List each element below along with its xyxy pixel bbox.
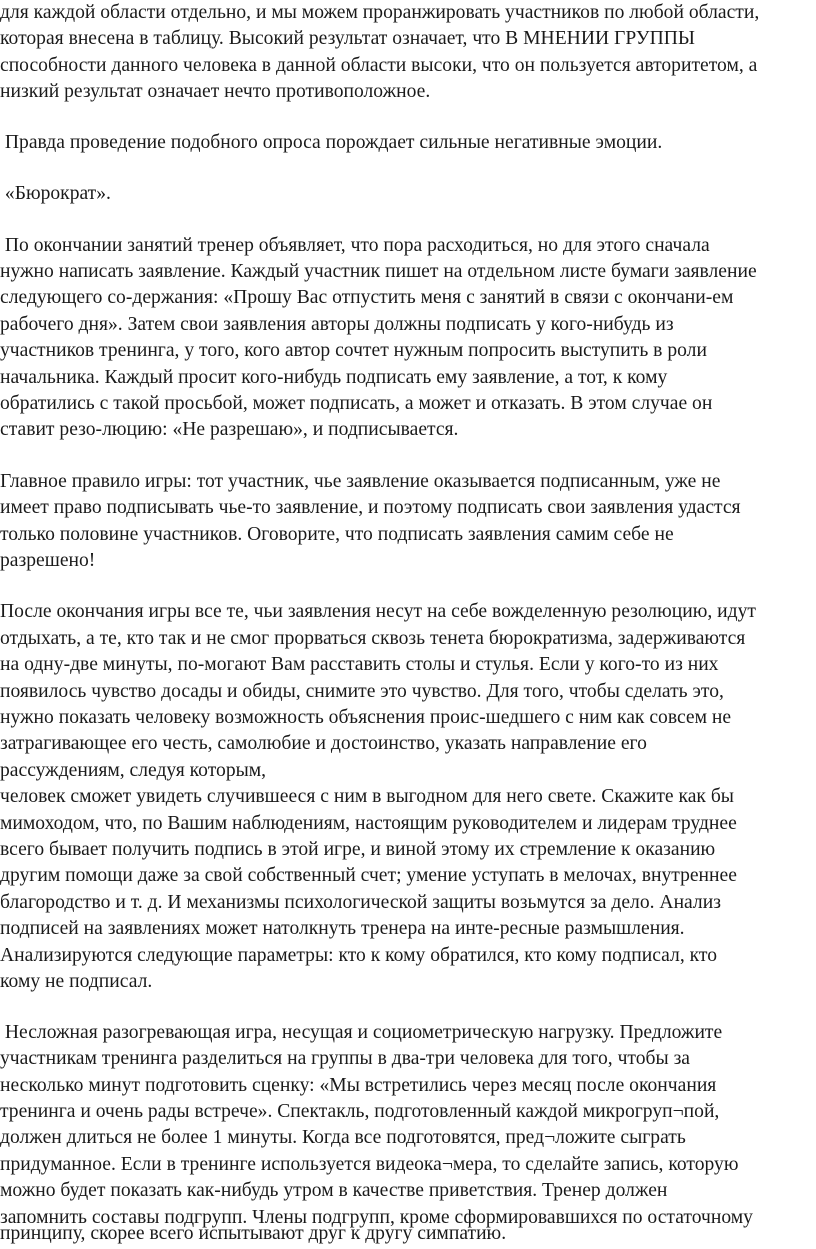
text-line: По окончании занятий тренер объявляет, что пора расходиться, но для этого сначала [0,235,710,256]
text-line: способности данного человека в данной области высоки, что он пользуется авторитетом, а [0,55,758,76]
text-line: рассуждениям, следуя которым, [0,760,267,781]
text-line: только половине участников. Оговорите, что подписать заявления самим себе не [0,524,674,545]
text-line: Главное правило игры: тот участник, чье заявление оказывается подписанным, уже не [0,471,721,492]
text-line: После окончания игры все те, чьи заявления несут на себе вожделенную резолюцию, идут [0,601,756,622]
text-line: ставит резо-люцию: «Не разрешаю», и подписывается. [0,419,459,440]
text-line: благородство и т. д. И механизмы психологической защиты возьмутся за дело. Анализ [0,892,721,913]
text-line: низкий результат означает нечто противоположное. [0,81,431,102]
text-line: принципу, скорее всего испытывают друг к другу симпатию. [0,1223,507,1244]
text-line: появилось чувство досады и обиды, снимите это чувство. Для того, чтобы сделать это, [0,681,724,702]
text-line: придуманное. Если в тренинге используется видеока¬мера, то сделайте запись, которую [0,1154,739,1175]
text-line: отдыхать, а те, кто так и не смог прорваться сквозь тенета бюрократизма, задерживаются [0,628,746,649]
text-line: Несложная разогревающая игра, несущая и социометрическую нагрузку. Предложите [0,1022,723,1043]
text-line: тренинга и очень рады встрече». Спектакль, подготовленный каждой микрогруп¬пой, [0,1101,720,1122]
text-line: всего бывает получить подпись в этой игре, и виной этому их стремление к оказанию [0,839,716,860]
text-line: нужно показать человеку возможность объяснения проис-шедшего с ним как совсем не [0,707,732,728]
text-line: запомнить составы подгрупп. Члены подгрупп, кроме сформировавшихся по остаточному [0,1207,753,1228]
text-line: обратились с такой просьбой, может подписать, а может и отказать. В этом случае он [0,393,713,414]
text-line: несколько минут подготовить сценку: «Мы встретились через месяц после окончания [0,1075,717,1096]
text-line: следующего со-держания: «Прошу Вас отпустить меня с занятий в связи с окончани-ем [0,287,734,308]
text-line: начальника. Каждый просит кого-нибудь подписать ему заявление, а тот, к кому [0,367,668,388]
section-heading: «Бюрократ». [0,183,111,204]
text-line: Правда проведение подобного опроса порождает сильные негативные эмоции. [0,132,663,153]
text-line: можно будет показать как-нибудь утром в качестве приветствия. Тренер должен [0,1180,668,1201]
text-line: должен длиться не более 1 минуты. Когда все подготовятся, пред¬ложите сыграть [0,1127,686,1148]
text-line: подписей на заявлениях может натолкнуть тренера на инте-ресные размышления. [0,918,685,939]
text-line: разрешено! [0,550,96,571]
text-line: на одну-две минуты, по-могают Вам расставить столы и стулья. Если у кого-то из них [0,654,719,675]
text-line: участников тренинга, у того, кого автор сочтет нужным попросить выступить в роли [0,340,707,361]
text-line: Анализируются следующие параметры: кто к кому обратился, кто кому подписал, кто [0,945,717,966]
text-line: затрагивающее его честь, самолюбие и достоинство, указать направление его [0,733,647,754]
text-line: другим помощи даже за свой собственный счет; умение уступать в мелочах, внутреннее [0,865,737,886]
text-line: нужно написать заявление. Каждый участник пишет на отдельном листе бумаги заявление [0,261,757,282]
text-line: кому не подписал. [0,971,153,992]
text-line: участникам тренинга разделиться на группы в два-три человека для того, чтобы за [0,1048,690,1069]
text-line: человек сможет увидеть случившееся с ним в выгодном для него свете. Скажите как бы [0,786,734,807]
text-line: для каждой области отдельно, и мы можем проранжировать участников по любой области, [0,2,760,23]
text-line: которая внесена в таблицу. Высокий результат означает, что В МНЕНИИ ГРУППЫ [0,28,696,49]
text-line: рабочего дня». Затем свои заявления авторы должны подписать у кого-нибудь из [0,314,674,335]
text-line: мимоходом, что, по Вашим наблюдениям, настоящим руководителем и лидерам труднее [0,813,737,834]
text-line: имеет право подписывать чье-то заявление, и поэтому подписать свои заявления удастся [0,497,741,518]
